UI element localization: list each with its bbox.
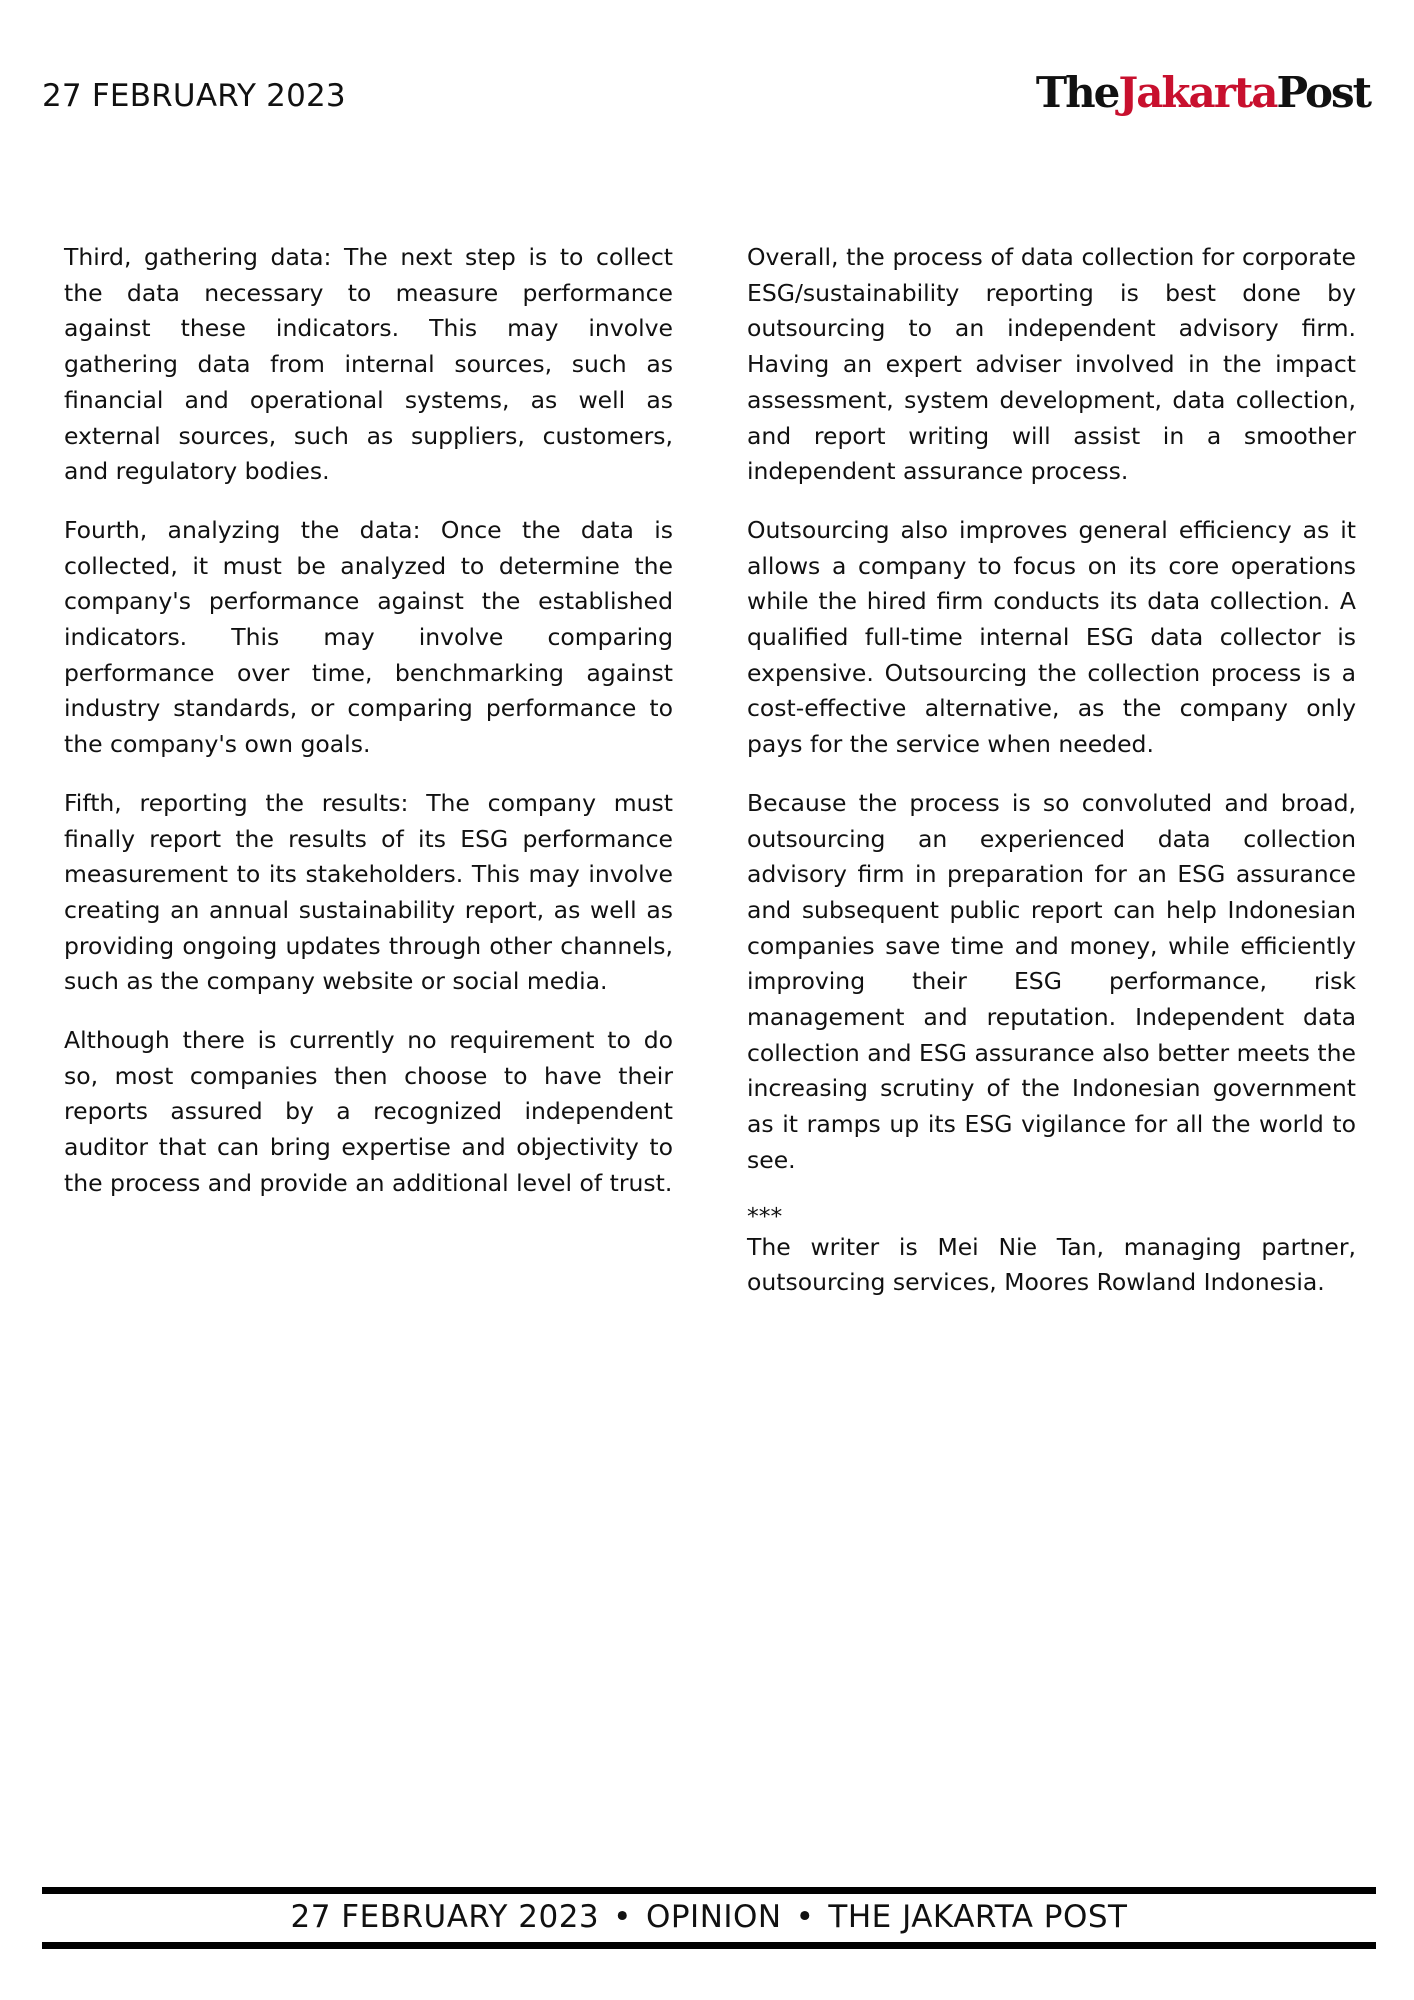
footer-section: OPINION [645,1899,782,1935]
footer-line [42,1899,1376,1935]
paragraph: Fifth, reporting the results: The company must finally report the results of its ESG performance measurement to its stakeholders. This may involve creating an annual sustainability report, as well as providing ongoing updates through other channels, such as the company website or social media. [64,788,673,996]
header-date: 27 FEBRUARY 2023 [42,78,346,114]
publication-logo [1036,68,1370,117]
left-column [64,240,673,1324]
paragraph: Fourth, analyzing the data: Once the data is collected, it must be analyzed to determine the company's performance against the established indicators. This may involve comparing performance over time, benchmarking against industry standards, or comparing performance to the company's own goals. [64,515,673,759]
footer-rule-bottom [42,1942,1376,1949]
footer-bullet: • [613,1899,632,1935]
paragraph: Overall, the process of data collection for corporate ESG/sustainability reporting is best done by outsourcing to an independent advisory firm. Having an expert adviser involved in the impact assessment, system development, data collection, and report writing will assist in a smoother independent assurance process. [747,243,1356,486]
paragraph: Because the process is so convoluted and broad, outsourcing an experienced data collection advisory firm in preparation for an ESG assurance and subsequent public report can help Indonesian companies save time and money, while efficiently improving their ESG performance, risk management and reputation. Independent data collection and ESG assurance also better meets the increasing scrutiny of the Indonesian government as it ramps up its ESG vigilance for all the world to see. [747,788,1356,1174]
logo-the: The [1035,68,1119,117]
paragraph: Outsourcing also improves general efficiency as it allows a company to focus on its core operations while the hired firm conducts its data collection. A qualified full-time internal ESG data collector is expensive. Outsourcing the collection process is a cost-effective alternative, as the company only pays for the service when needed. [747,515,1356,759]
writer-note: The writer is Mei Nie Tan, managing partner, outsourcing services, Moores Rowland Indonesia. [747,1232,1356,1297]
paragraph: Although there is currently no requirement to do so, most companies then choose to have their reports assured by a recognized independent auditor that can bring expertise and objectivity to the process and provide an additional level of trust. [64,1026,673,1197]
logo-jakarta: Jakarta [1118,68,1277,117]
footer-date: 27 FEBRUARY 2023 [290,1899,600,1935]
section-separator: *** [747,1201,783,1230]
footer-bullet: • [795,1899,815,1935]
logo-post: Post [1276,68,1370,117]
right-column [747,240,1356,1324]
footer-publication: THE JAKARTA POST [828,1899,1128,1935]
paragraph: Third, gathering data: The next step is to collect the data necessary to measure performance against these indicators. This may involve gathering data from internal sources, such as financial and operational systems, as well as external sources, such as suppliers, customers, and regulatory bodies. [64,243,673,486]
footer-rule-top [42,1887,1376,1894]
article-body [64,240,1356,1324]
